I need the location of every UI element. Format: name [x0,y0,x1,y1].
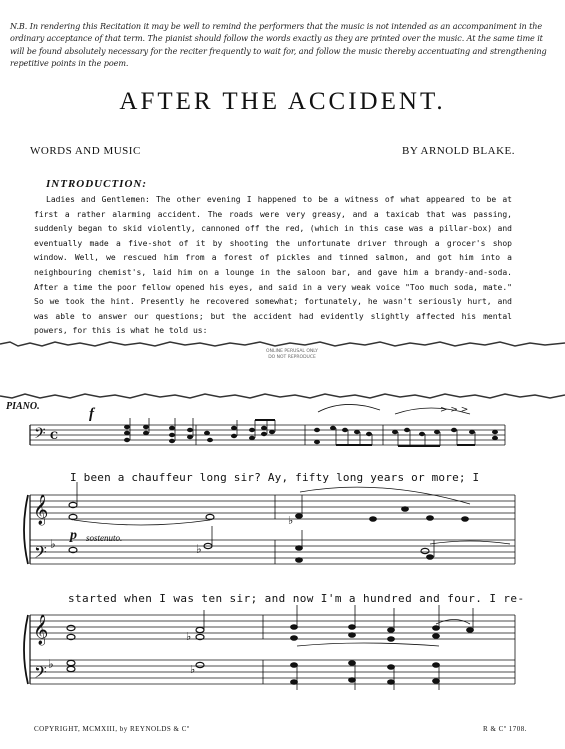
song-title: AFTER THE ACCIDENT. [119,88,446,115]
svg-text:♭: ♭ [186,630,192,643]
performance-note: N.B. In rendering this Recitation it may be well to remind the performers that the music is not intended as an accompaniment in the ordinary acceptance of that term. The pianist should follow the words exactly as they are printed over the music. At the same time it will be found absolutely necessary for the reciter frequently to wait for, and follow the music thereby accentuating and strengthening repetitive points in the poem. [10,21,547,69]
stamp-line-2: DO NOT REPRODUCE [268,355,316,360]
introduction-heading: INTRODUCTION: [46,178,147,190]
copyright-notice: COPYRIGHT, MCMXIII, by REYNOLDS & Cº [34,725,190,733]
svg-text:p: p [70,528,77,543]
svg-text:f: f [89,406,94,422]
lyric-line-1: I been a chauffeur long sir? Ay, fifty long years or more; I [70,471,480,484]
svg-text:𝄞: 𝄞 [33,495,49,525]
svg-text:C: C [50,431,58,442]
system-3 [24,605,515,690]
svg-text:𝄞: 𝄞 [33,615,49,645]
svg-text:𝄢: 𝄢 [34,662,47,686]
svg-text:♭: ♭ [288,514,294,527]
svg-text:𝄢: 𝄢 [34,542,47,566]
svg-text:♭: ♭ [48,657,54,671]
svg-text:𝄢: 𝄢 [34,425,46,446]
plate-number: R & Cº 1708. [483,725,527,733]
author-credit: BY ARNOLD BLAKE. [401,145,515,157]
system-1-bass-staff [30,404,505,446]
music-score [0,390,565,720]
lyric-line-2: started when I was ten sir; and now I'm a hundred and four. I re- [68,592,525,605]
sostenuto-marking: sostenuto. [86,533,123,543]
introduction-text [34,193,512,339]
piano-label: PIANO. [6,401,40,412]
words-and-music-label: WORDS AND MUSIC [30,145,141,157]
stamp-line-1: ONLINE PERUSAL ONLY [266,349,318,354]
introduction-paragraph: Ladies and Gentlemen: The other evening I happened to be a witness of what appeared to be at first a rather alarming accident. The roads were very greasy, and a taxicab that was passing, suddenly began to skid violently, cannoned off the red, (which in this case was a pillar-box) and eventually made a five-shot of it by shooting the unfortunate driver through a grocer's shop window. Well, we rescued him from a forest of pickles and tinned salmon, and got him into a neighbouring chemist's, laid him on a lounge in the saloon bar, and gave him a brandy-and-soda. After a time the poor fellow opened his eyes, and said in a very weak voice "Too much soda, mate." So we took the hint. Presently he recovered somewhat; fortunately, he wasn't seriously hurt, and was able to answer our questions; but the accident had evidently slightly affected his mental powers, for this is what he told us: [34,195,512,336]
online-perusal-stamp [262,349,322,361]
svg-text:♭: ♭ [190,663,196,676]
svg-text:♭: ♭ [50,537,56,551]
svg-text:♭: ♭ [196,542,202,556]
svg-text:> > >: > > > [440,405,469,415]
system-2 [24,482,515,566]
